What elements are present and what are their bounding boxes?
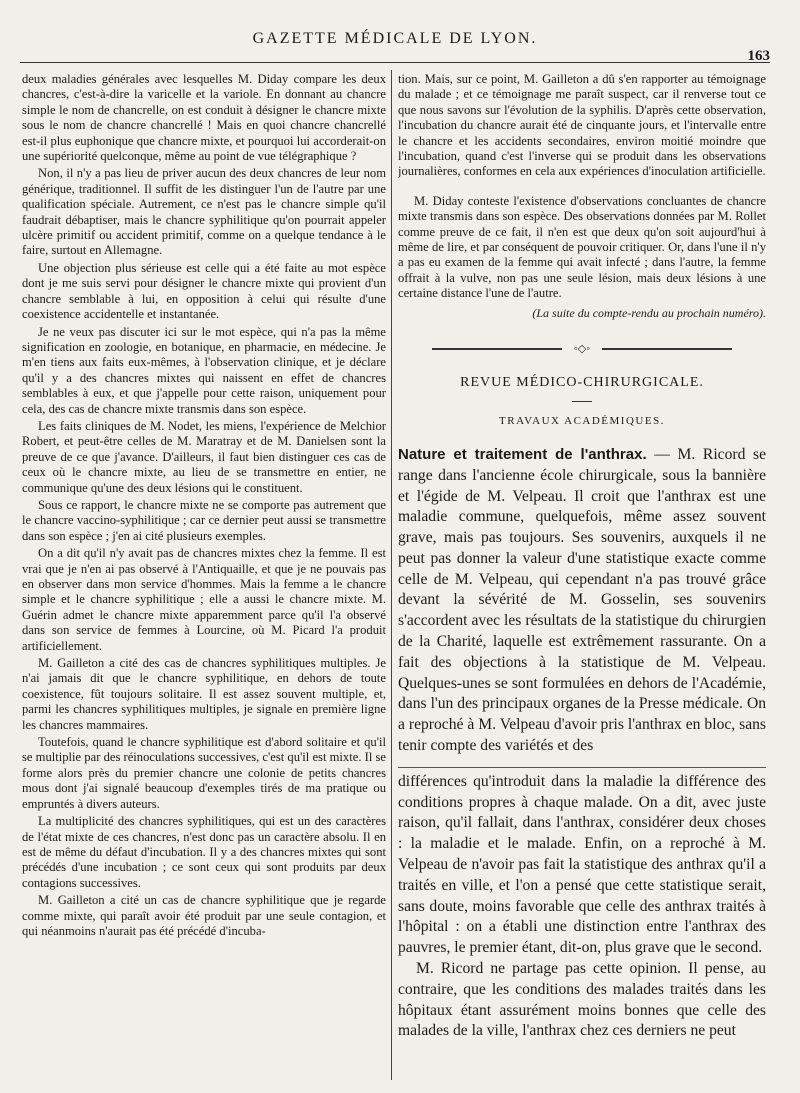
short-rule xyxy=(572,401,592,402)
fold-line xyxy=(398,759,766,768)
article-paragraph: M. Ricord ne partage pas cette opinion. Il pense, au contraire, que les conditions des malades traités dans les hôpitaux étant assurément moins bonnes que celle des malades de la ville, l'anthrax chez ces derniers ne peut xyxy=(398,960,766,1040)
paragraph: M. Gailleton a cité des cas de chancres syphilitiques multiples. Je n'ai jamais dit que le chancre syphilitique, en dehors de toute coexistence, fût toujours solitaire. Il est assez souvent multiple, et, parmi les chancres syphilitiques multiples, je signale en première ligne les chancres mammaires. xyxy=(22,656,386,732)
article-paragraph xyxy=(398,445,766,757)
subsection-title: TRAVAUX ACADÉMIQUES. xyxy=(499,414,665,427)
right-column xyxy=(398,72,766,1082)
paragraph: Une objection plus sérieuse est celle qui a été faite au mot espèce dont je me suis servi pour désigner le chancre mixte qui provient d'un chancre semblable à lui, en opposition à celui qui résulte d'une coexistence accidentelle et instantanée. xyxy=(22,260,386,322)
article-anthrax xyxy=(398,445,766,1042)
paragraph: Sous ce rapport, le chancre mixte ne se comporte pas autrement que le chancre vaccino-syphilitique ; car ce dernier peut aussi se transmettre dans son espèce ; j'en ai cité plusieurs exemples. xyxy=(22,497,386,543)
paragraph: Je ne veux pas discuter ici sur le mot espèce, qui n'a pas la même signification en zoologie, en botanique, en pharmacie, en médecine. Je m'en tiens aux faits eux-mêmes, à l'observation clinique, et je déclare qu'il y a des chancres mixtes qui naissent en effet de chancres semblables à eux, et que j'appelle pour cette raison, uniquement pour cela, des cas de chancre mixte transmis dans son espèce. xyxy=(22,324,386,416)
paragraph: Non, il n'y a pas lieu de priver aucun des deux chancres de leur nom générique, traditionnel. Il suffit de les distinguer l'un de l'autre par une qualification spéciale. Autrement, ce n'est pas le chancre simple qu'il faudrait débaptiser, mais le chancre syphilitique qu'on pourrait appeler ulcère primitif ou accident primitif, comme on a quelque tendance à le faire, surtout en Allemagne. xyxy=(22,166,386,258)
diday-paragraph: M. Diday conteste l'existence d'observations concluantes de chancre mixte transmis dans son espèce. Des observations données par M. Rollet comme preuve de ce fait, il n'en est que deux qu'on soit aujourd'hui à même de lire, et par conséquent de pouvoir critiquer. Or, dans l'une il n'y a pas eu examen de la femme qui avait infecté ; dans l'autre, la femme offrait à la vulve, non pas une seule lésion, mais deux lésions à une certaine distance l'une de l'autre. xyxy=(398,193,766,301)
left-column xyxy=(22,72,386,1082)
paragraph: M. Gailleton a cité un cas de chancre syphilitique que je regarde comme mixte, qui paraît avoir été produit par une seule contagion, et qui néanmoins n'aurait pas été précédé d'incuba- xyxy=(22,893,386,938)
page-header xyxy=(20,22,770,63)
paragraph: deux maladies générales avec lesquelles M. Diday compare les deux chancres, c'est-à-dire la varicelle et la variole. En donnant au chancre simple le nom de chancrelle, on est conduit à désigner le chancre mixte sous le nom de chancre chancrellé ! Mais en quoi chancre chancrellé est-il plus euphonique que chancre mixte, et pourquoi lui accorderait-on une supériorité quelconque, même au point de vue télégraphique ? xyxy=(22,72,386,164)
paragraph: On a dit qu'il n'y avait pas de chancres mixtes chez la femme. Il est vrai que je n'en ai pas observé à l'Antiquaille, et que je ne pouvais pas en observer dans mon service d'hommes. Mais la femme a le chancre simple et le chancre syphilitique ; elle a aussi le chancre mixte. M. Guérin admet le chancre mixte apparemment parce qu'il l'a observé dans son service de femmes à Lourcine, où M. Picard l'a produit artificiellement. xyxy=(22,546,386,653)
ornamental-rule: ◦◇◦ xyxy=(432,343,732,355)
continued-note: (La suite du compte-rendu au prochain numéro). xyxy=(532,305,766,320)
paragraph: La multiplicité des chancres syphilitiques, qui est un des caractères de l'état mixte de ces chancres, n'est donc pas un caractère absolu. Il en est de même du défaut d'incubation. Il y a des chancres mixtes qui sont précédés d'une incubation ; ce sont ceux qui sont produits par deux contagions successives. xyxy=(22,814,386,890)
running-title: GAZETTE MÉDICALE DE LYON. xyxy=(252,30,538,47)
paragraph: Toutefois, quand le chancre syphilitique est d'abord solitaire et qu'il se multiplie par des réinoculations successives, c'est qu'il est mixte. Il se forme alors près du premier chancre une colonie de petits chancres mous dont j'ai signalé beaucoup d'exemples tirés de ma pratique ou empruntés à divers auteurs. xyxy=(22,735,386,811)
column-divider xyxy=(391,70,392,1080)
article-paragraph: différences qu'introduit dans la maladie la différence des conditions propres à chaque malade. On a dit, avec juste raison, qu'il fallait, dans l'anthrax, considérer deux choses : la maladie et le malade. Enfin, on a reproché à M. Velpeau de n'avoir pas fait la statistique des anthrax qu'il a traités en ville, et l'on a pensé que cette statistique serait, sans doute, moins favorable que celle des anthrax traités à l'hôpital : on a établi une distinction entre l'anthrax des pauvres, le premier étant, dit-on, plus grave que le second. xyxy=(398,772,766,957)
article-heading: Nature et traitement de l'anthrax. xyxy=(398,445,647,463)
article-text: — M. Ricord se range dans l'ancienne école chirurgicale, sous la bannière et l'égide de M. Velpeau. Il croit que l'anthrax est une maladie commune, quelquefois, même assez souvent grave, mais pas toujours. Ses souvenirs, auxquels il ne peut pas donner la valeur d'une statistique exacte comme celle de M. Velpeau, qui cependant n'a pas trouvé grâce devant la sévérité de M. Gosselin, ses souvenirs s'accordent avec les résultats de la statistique du chirurgien de la Charité, laquelle est extrêmement rassurante. On a fait des objections à la statistique de M. Velpeau. Quelques-unes se sont formulées en dehors de l'Académie, dans l'un des principaux organes de la Presse médicale. On a reproché à M. Velpeau d'avoir pris l'anthrax en bloc, sans tenir compte des variétés et des xyxy=(398,445,766,755)
page-number: 163 xyxy=(747,48,770,64)
paragraph: Les faits cliniques de M. Nodet, les miens, l'expérience de Melchior Robert, et peut-être celles de M. Maratray et de M. Danielsen sont la preuve de ce que j'avance. D'ailleurs, il faut bien distinguer ces cas de ceux où le chancre mixte, au lieu de se transmettre en entier, ne communique qu'une des deux lésions qui le constituent. xyxy=(22,418,386,495)
continuation-paragraph: tion. Mais, sur ce point, M. Gailleton a dû s'en rapporter au témoignage du malade ; et ce témoignage me paraît suspect, car il renverse tout ce que nous savons sur l'évolution de la syphilis. D'après cette observation, l'incubation du chancre aurait été de cinquante jours, et l'intervalle entre le chancre et les accidents secondaires, environ moitié moindre que l'incubation, quand c'est l'inverse qui se produit dans les observations journalières, conformes en cela aux expériences d'inoculation artificielle. xyxy=(398,72,766,179)
section-title: REVUE MÉDICO-CHIRURGICALE. xyxy=(460,375,704,391)
